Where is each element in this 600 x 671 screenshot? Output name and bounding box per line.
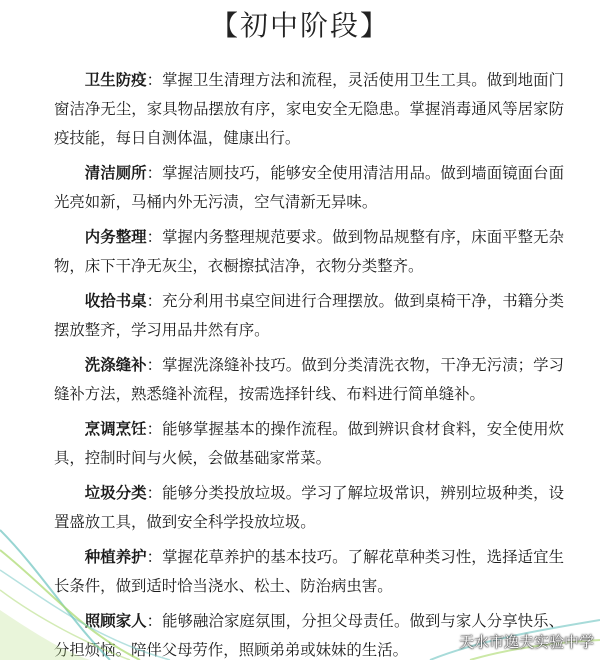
section-heading: 卫生防疫 [84,71,147,89]
section-body: ：掌握洗涤缝补技巧。做到分类清洗衣物，干净无污渍；学习缝补方法，熟悉缝补流程，按需选择针线、布料进行简单缝补。 [54,356,564,403]
section-heading: 收拾书桌 [84,292,147,310]
page-title: 【初中阶段】 [209,9,390,42]
section-heading: 照顾家人 [84,612,147,630]
section-housekeeping [54,223,564,281]
section-body: ：掌握洁厕技巧，能够安全使用清洁用品。做到墙面镜面台面光亮如新，马桶内外无污渍，空气清新无异味。 [54,164,564,211]
section-hygiene [54,66,564,153]
watermark [431,631,594,652]
section-heading: 烹调烹饪 [84,420,147,438]
section-heading: 内务整理 [84,228,147,246]
section-body: ：掌握花草养护的基本技巧。了解花草种类习性，选择适宜生长条件，做到适时恰当浇水、松土、防治病虫害。 [54,548,564,595]
section-body: ：能够掌握基本的操作流程。做到辨识食材食料，安全使用炊具，控制时间与火候，会做基础家常菜。 [54,420,564,467]
section-garbage [54,479,564,537]
section-heading: 垃圾分类 [84,484,147,502]
section-toilet [54,159,564,217]
section-planting [54,543,564,601]
section-body: ：掌握卫生清理方法和流程，灵活使用卫生工具。做到地面门窗洁净无尘，家具物品摆放有序，家电安全无隐患。掌握消毒通风等居家防疫技能，每日自测体温，健康出行。 [54,71,564,147]
wechat-icon [431,633,453,651]
section-laundry [54,351,564,409]
section-heading: 洗涤缝补 [84,356,147,374]
section-list [54,66,564,671]
section-body: ：充分利用书桌空间进行合理摆放。做到桌椅干净，书籍分类摆放整齐，学习用品井然有序。 [54,292,564,339]
section-body: ：掌握内务整理规范要求。做到物品规整有序，床面平整无杂物，床下干净无灰尘，衣橱擦拭洁净，衣物分类整齐。 [54,228,564,275]
watermark-text: 天水市逸夫实验中学 [458,633,594,651]
section-cooking [54,415,564,473]
section-body: ：能够融洽家庭氛围，分担父母责任。做到与家人分享快乐、分担烦恼。陪伴父母劳作，照顾弟弟或妹妹的生活。 [54,612,564,659]
section-body: ：能够分类投放垃圾。学习了解垃圾常识，辨别垃圾种类，设置盛放工具，做到安全科学投放垃圾。 [54,484,564,531]
section-desk [54,287,564,345]
section-heading: 清洁厕所 [84,164,147,182]
section-heading: 种植养护 [84,548,147,566]
